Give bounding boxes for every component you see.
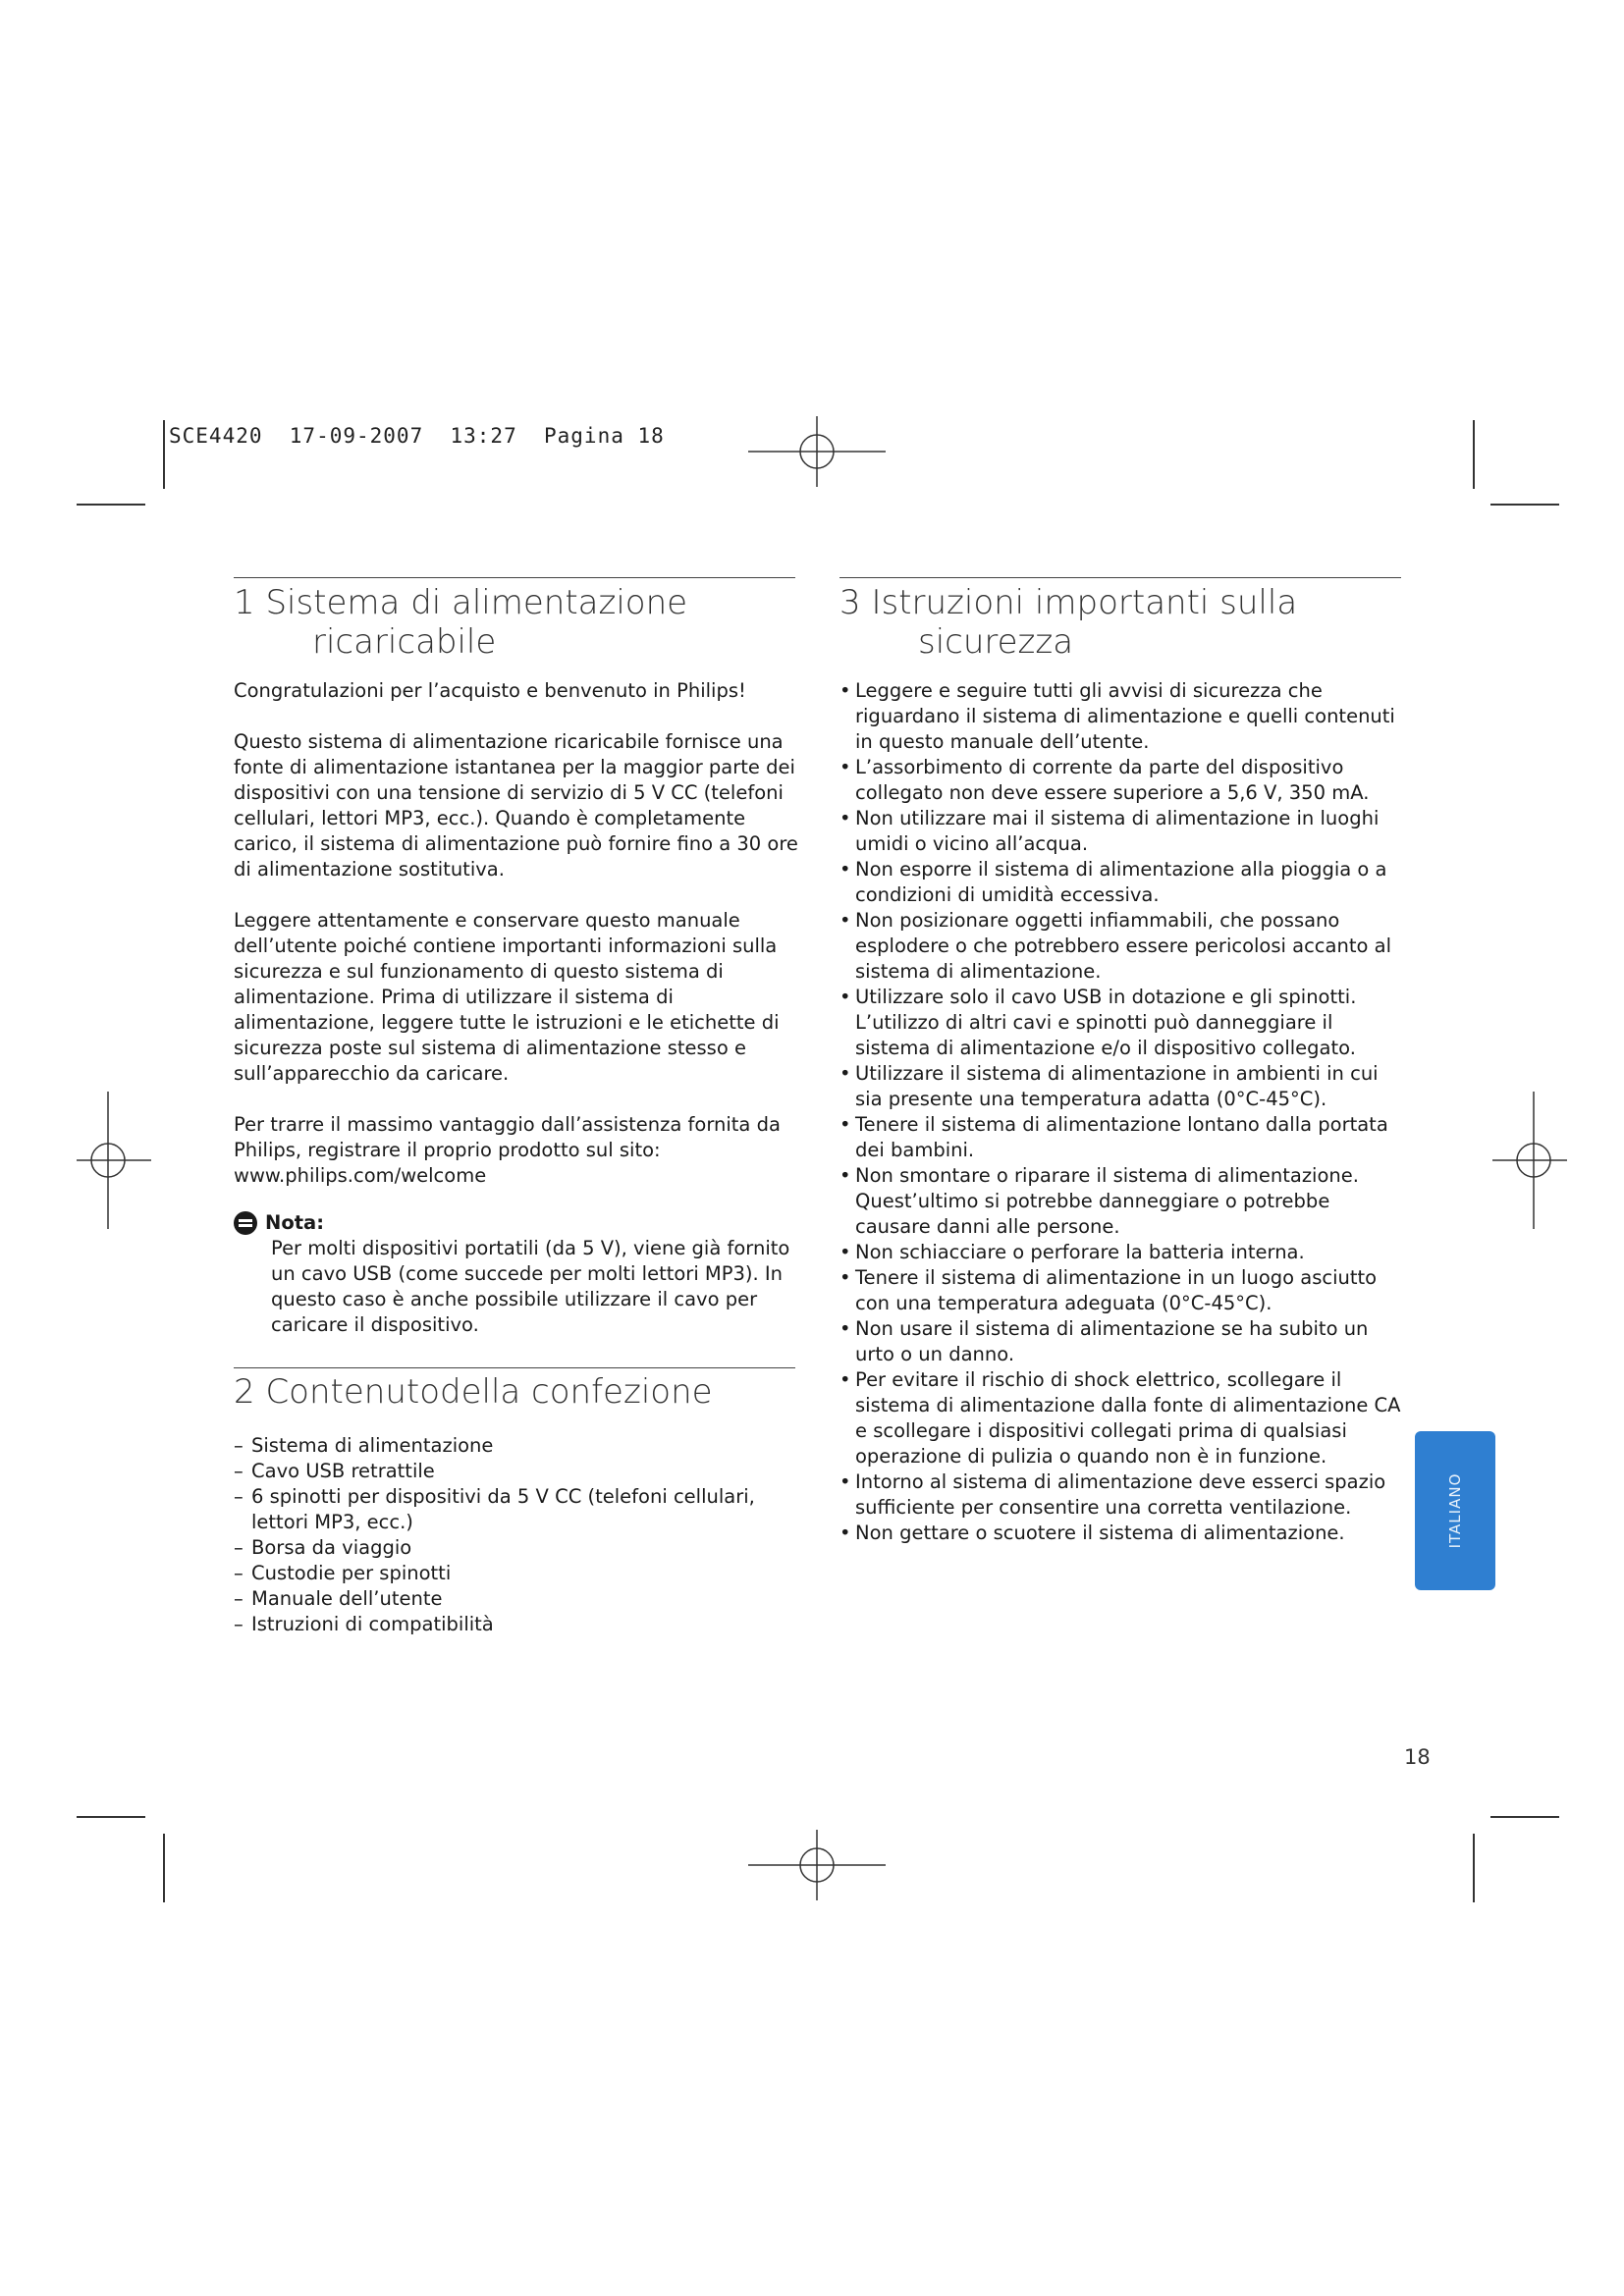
- crop-mark: [163, 1834, 165, 1902]
- section-1-rule: [234, 577, 795, 578]
- list-item: – Cavo USB retrattile: [234, 1459, 803, 1484]
- intro-paragraph: Questo sistema di alimentazione ricaricabile fornisce una fonte di alimentazione istantanea per la maggior parte dei dispositivi con una tensione di servizio di 5 V CC (telefoni cellulari, lettori MP3, ecc.). Quando è completamente carico, il sistema di alimentazione può fornire fino a 30 ore di alimentazione sostitutiva.: [234, 730, 798, 881]
- section-3-title-line1: 3 Istruzioni importanti sulla: [839, 583, 1298, 622]
- section-1-title-line1: 1 Sistema di alimentazione: [234, 583, 688, 622]
- list-item: • Tenere il sistema di alimentazione lontano dalla portata dei bambini.: [839, 1112, 1403, 1163]
- register-text: Per trarre il massimo vantaggio dall’assistenza fornita da Philips, registrare il proprio prodotto sul sito:: [234, 1113, 781, 1161]
- registration-mark-left: [75, 1090, 153, 1231]
- list-item: • Non utilizzare mai il sistema di alimentazione in luoghi umidi o vicino all’acqua.: [839, 806, 1403, 857]
- crop-mark: [1473, 1834, 1475, 1902]
- section-2-body: [234, 1433, 803, 1637]
- list-item: – Manuale dell’utente: [234, 1586, 803, 1612]
- note-icon: [234, 1211, 257, 1235]
- register-paragraph: [234, 1112, 803, 1189]
- section-1-title-line2: ricaricabile: [312, 622, 497, 662]
- section-1-title: [234, 583, 803, 662]
- philips-url[interactable]: www.philips.com/welcome: [234, 1164, 487, 1187]
- note-label: Nota:: [265, 1211, 324, 1234]
- list-item: • Non posizionare oggetti infiammabili, che possano esplodere o che potrebbero essere pericolosi accanto al sistema di alimentazione.: [839, 908, 1403, 985]
- note-text: Per molti dispositivi portatili (da 5 V), viene già fornito un cavo USB (come succede per molti lettori MP3). In questo caso è anche possibile utilizzare il cavo per caricare il dispositivo.: [271, 1237, 790, 1336]
- list-item: – Istruzioni di compatibilità: [234, 1612, 803, 1637]
- list-item: • L’assorbimento di corrente da parte del dispositivo collegato non deve essere superiore a 5,6 V, 350 mA.: [839, 755, 1403, 806]
- section-3-rule: [839, 577, 1401, 578]
- crop-mark: [1490, 504, 1559, 506]
- language-tab-label: ITALIANO: [1446, 1472, 1464, 1549]
- section-2-title: 2 Contenutodella confezione: [234, 1372, 713, 1412]
- note-block: [234, 1210, 803, 1338]
- list-item: • Non gettare o scuotere il sistema di alimentazione.: [839, 1521, 1403, 1546]
- section-2-rule: [234, 1367, 795, 1368]
- list-item: • Non usare il sistema di alimentazione se ha subito un urto o un danno.: [839, 1316, 1403, 1367]
- safety-list: [839, 678, 1403, 1546]
- list-item: – 6 spinotti per dispositivi da 5 V CC (telefoni cellulari, lettori MP3, ecc.): [234, 1484, 803, 1535]
- list-item: • Per evitare il rischio di shock elettrico, scollegare il sistema di alimentazione dalla fonte di alimentazione CA e scollegare i dispositivi collegati prima di qualsiasi operazione di pulizia o quando non è in funzione.: [839, 1367, 1403, 1469]
- list-item: • Leggere e seguire tutti gli avvisi di sicurezza che riguardano il sistema di alimentazione e quelli contenuti in questo manuale dell’utente.: [839, 678, 1403, 755]
- print-slug: SCE4420 17-09-2007 13:27 Pagina 18: [169, 424, 665, 448]
- read-manual-paragraph: Leggere attentamente e conservare questo manuale dell’utente poiché contiene importanti informazioni sulla sicurezza e sul funzionamento di questo sistema di alimentazione. Prima di utilizzare il sistema di alimentazione, leggere tutte le istruzioni e le etichette di sicurezza poste sul sistema di alimentazione stesso e sull’apparecchio da caricare.: [234, 909, 780, 1085]
- language-tab: [1415, 1431, 1495, 1590]
- section-3-body: [839, 678, 1403, 1546]
- list-item: • Utilizzare solo il cavo USB in dotazione e gli spinotti. L’utilizzo di altri cavi e spinotti può danneggiare il sistema di alimentazione e/o il dispositivo collegato.: [839, 985, 1403, 1061]
- registration-mark-bottom: [746, 1826, 888, 1904]
- crop-mark: [163, 420, 165, 489]
- list-item: • Non esporre il sistema di alimentazione alla pioggia o a condizioni di umidità eccessiva.: [839, 857, 1403, 908]
- page-number: 18: [1404, 1745, 1431, 1769]
- crop-mark: [77, 1816, 145, 1818]
- list-item: – Borsa da viaggio: [234, 1535, 803, 1561]
- crop-mark: [1490, 1816, 1559, 1818]
- registration-mark-top: [746, 412, 888, 491]
- crop-mark: [1473, 420, 1475, 489]
- list-item: • Utilizzare il sistema di alimentazione in ambienti in cui sia presente una temperatura adatta (0°C-45°C).: [839, 1061, 1403, 1112]
- list-item: • Non smontare o riparare il sistema di alimentazione. Quest’ultimo si potrebbe danneggiare o potrebbe causare danni alle persone.: [839, 1163, 1403, 1240]
- welcome-paragraph: Congratulazioni per l’acquisto e benvenuto in Philips!: [234, 679, 746, 702]
- note-header: [234, 1210, 803, 1236]
- section-1-body: [234, 678, 803, 1338]
- section-3-title: [839, 583, 1409, 662]
- list-item: • Intorno al sistema di alimentazione deve esserci spazio sufficiente per consentire una corretta ventilazione.: [839, 1469, 1403, 1521]
- list-item: • Tenere il sistema di alimentazione in un luogo asciutto con una temperatura adeguata (0°C-45°C).: [839, 1265, 1403, 1316]
- section-3-title-line2: sicurezza: [918, 622, 1074, 662]
- registration-mark-right: [1490, 1090, 1569, 1231]
- package-contents-list: [234, 1433, 803, 1637]
- list-item: – Custodie per spinotti: [234, 1561, 803, 1586]
- list-item: • Non schiacciare o perforare la batteria interna.: [839, 1240, 1403, 1265]
- crop-mark: [77, 504, 145, 506]
- list-item: – Sistema di alimentazione: [234, 1433, 803, 1459]
